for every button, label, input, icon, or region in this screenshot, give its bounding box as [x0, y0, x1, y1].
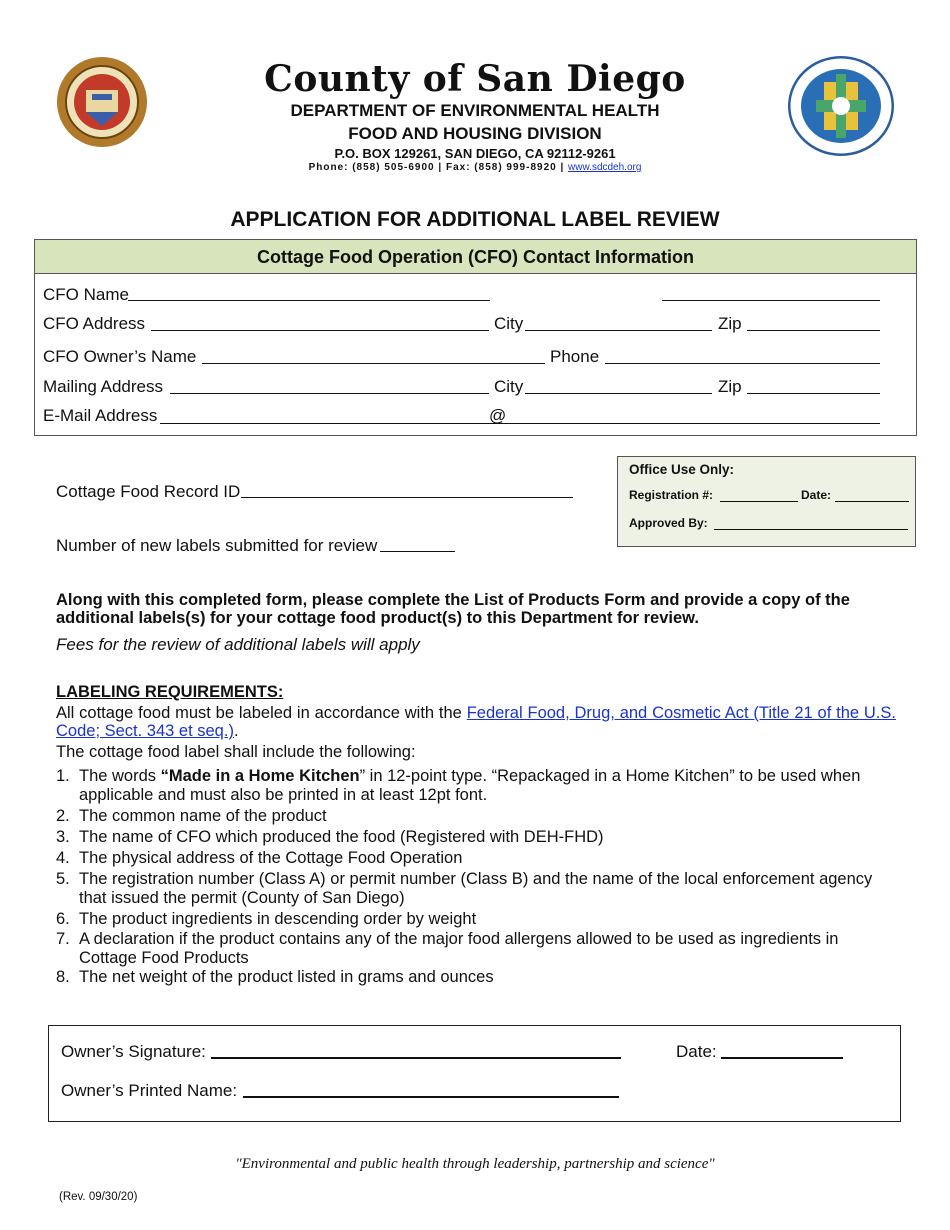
approved-by-field[interactable] — [714, 529, 908, 530]
signature-date-label: Date: — [676, 1042, 717, 1061]
phone-fax: Phone: (858) 505-6900 | Fax: (858) 999-8920 | — [308, 162, 565, 173]
num-labels-field[interactable] — [380, 551, 455, 552]
owner-signature-field[interactable] — [211, 1057, 621, 1059]
list-item-number: 8. — [56, 968, 70, 986]
contact-line — [0, 162, 950, 173]
labeling-intro: The cottage food label shall include the following: — [56, 743, 416, 761]
mailing-zip-field[interactable] — [747, 393, 880, 394]
list-item-number: 6. — [56, 910, 70, 928]
cfo-city-label: City — [494, 314, 524, 333]
signature-section — [48, 1025, 901, 1122]
cfo-section-heading: Cottage Food Operation (CFO) Contact Information — [35, 240, 916, 274]
labeling-text: All cottage food must be labeled in accordance with the — [56, 704, 462, 722]
fd-c-act-link[interactable]: Federal Food, Drug, and Cosmetic Act (Title 21 of the U.S. Code; Sect. 343 et seq.) — [56, 704, 896, 740]
county-title: County of San Diego — [264, 58, 686, 100]
registration-field[interactable] — [720, 501, 798, 502]
division-name: FOOD AND HOUSING DIVISION — [348, 124, 602, 143]
labeling-paragraph — [56, 704, 896, 740]
list-item-text: The physical address of the Cottage Food Operation — [79, 849, 463, 867]
list-item-number: 5. — [56, 870, 70, 888]
mailing-address-label: Mailing Address — [43, 377, 164, 396]
registration-label: Registration #: — [629, 488, 714, 502]
cfo-zip-label: Zip — [718, 314, 742, 333]
list-item-number: 2. — [56, 807, 70, 825]
printed-name-field[interactable] — [243, 1096, 619, 1098]
list-item-number: 1. — [56, 767, 70, 785]
office-use-box — [617, 456, 916, 547]
office-use-title: Office Use Only: — [629, 462, 735, 477]
footer-motto: "Environmental and public health through leadership, partnership and science" — [235, 1156, 715, 1172]
labeling-heading: LABELING REQUIREMENTS: — [56, 683, 284, 701]
mailing-address-line: P.O. BOX 129261, SAN DIEGO, CA 92112-9261 — [334, 146, 616, 161]
owner-name-field[interactable] — [202, 363, 545, 364]
printed-name-label: Owner’s Printed Name: — [61, 1081, 238, 1100]
phone-label: Phone — [550, 347, 600, 366]
list-item-text: A declaration if the product contains any of the major food allergens allowed to be used as ingredients in Cottage Food Products — [79, 930, 839, 967]
phone-field[interactable] — [605, 363, 880, 364]
list-item-number: 7. — [56, 930, 70, 948]
office-date-label: Date: — [801, 488, 832, 502]
cfo-city-field[interactable] — [525, 330, 712, 331]
office-date-field[interactable] — [835, 501, 909, 502]
fees-note: Fees for the review of additional labels will apply — [56, 635, 420, 654]
approved-by-label: Approved By: — [629, 516, 708, 530]
list-item-text: The registration number (Class A) or permit number (Class B) and the name of the local enforcement agency that issued the permit (County of San Diego) — [79, 870, 873, 907]
revision-date: (Rev. 09/30/20) — [59, 1191, 138, 1203]
cfo-address-label: CFO Address — [43, 314, 146, 333]
email-field[interactable] — [160, 423, 880, 424]
list-item-text: The common name of the product — [79, 807, 327, 825]
page-title: APPLICATION FOR ADDITIONAL LABEL REVIEW — [230, 208, 720, 231]
record-id-label: Cottage Food Record ID — [56, 482, 241, 501]
list-item-number: 3. — [56, 828, 70, 846]
mailing-city-label: City — [494, 377, 524, 396]
website-link[interactable]: www.sdcdeh.org — [568, 162, 642, 173]
cfo-name-field[interactable] — [128, 300, 490, 301]
num-labels-label: Number of new labels submitted for review — [56, 536, 378, 555]
list-item-text: The name of CFO which produced the food (Registered with DEH-FHD) — [79, 828, 604, 846]
cfo-contact-section — [34, 239, 917, 436]
signature-date-field[interactable] — [721, 1057, 843, 1059]
cfo-address-field[interactable] — [151, 330, 489, 331]
mailing-city-field[interactable] — [525, 393, 712, 394]
labeling-text-end: . — [233, 722, 239, 740]
instructions-paragraph: Along with this completed form, please complete the List of Products Form and provide a copy of the additional labels(s) for your cottage food product(s) to this Department for review. — [56, 591, 850, 627]
list-item-number: 4. — [56, 849, 70, 867]
cfo-zip-field[interactable] — [747, 330, 880, 331]
mailing-zip-label: Zip — [718, 377, 742, 396]
cfo-name-label: CFO Name — [43, 285, 129, 304]
department-name: DEPARTMENT OF ENVIRONMENTAL HEALTH — [290, 101, 660, 120]
mailing-address-field[interactable] — [170, 393, 489, 394]
owner-name-label: CFO Owner’s Name — [43, 347, 197, 366]
record-id-field[interactable] — [241, 497, 573, 498]
cfo-name-field-extra[interactable] — [662, 300, 880, 301]
list-item-text: The words “Made in a Home Kitchen” in 12-point type. “Repackaged in a Home Kitchen” to be used when applicable and must also be printed in at least 12pt font. — [79, 767, 861, 804]
list-item-text: The net weight of the product listed in grams and ounces — [79, 968, 494, 986]
email-at-symbol: @ — [489, 406, 507, 425]
owner-signature-label: Owner’s Signature: — [61, 1042, 206, 1061]
list-item-text: The product ingredients in descending order by weight — [79, 910, 477, 928]
email-label: E-Mail Address — [43, 406, 158, 425]
